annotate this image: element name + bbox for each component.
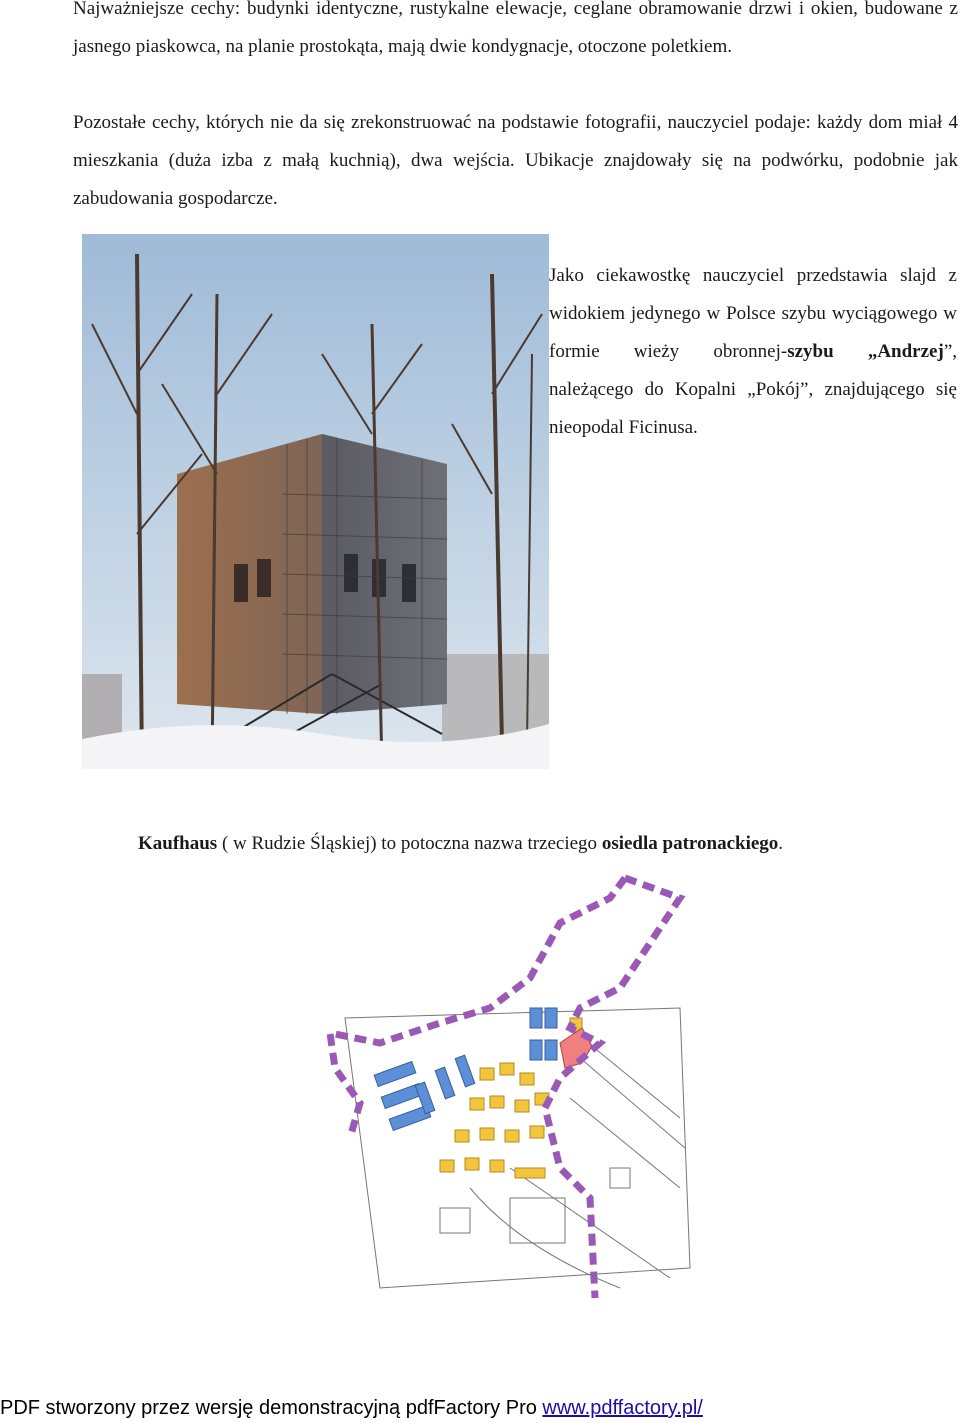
pdf-footer xyxy=(0,1394,960,1422)
caption-text-2: . xyxy=(778,833,784,854)
shaft-text-part-2: ”, należącego do Kopalni „Pokój”, znajdującego się nieopodal Ficinusa. xyxy=(549,341,957,438)
estate-map-illustration xyxy=(320,868,700,1313)
kaufhaus-caption xyxy=(138,829,938,859)
estate-bold: osiedla patronackiego xyxy=(601,833,779,854)
paragraph-other-features: Pozostałe cechy, których nie da się zrekonstruować na podstawie fotografii, nauczyciel podaje: każdy dom miał 4 mieszkania (duża izba z małą kuchnią), dwa wejścia. Ubikacje znajdowały się na podwórku, podobnie jak zabudowania gospodarcze. xyxy=(73,112,958,209)
footer-text: PDF stworzony przez wersję demonstracyjną pdfFactory Pro xyxy=(0,1397,543,1419)
caption-text-1: ( w Rudzie Śląskiej) to potoczna nazwa trzeciego xyxy=(217,833,602,854)
shaft-description xyxy=(549,257,957,447)
estate-map xyxy=(320,868,700,1313)
shaft-tower-illustration xyxy=(82,234,549,769)
kaufhaus-bold: Kaufhaus xyxy=(138,833,218,854)
shaft-text-part-1: Jako ciekawostkę nauczyciel przedstawia slajd z widokiem jedynego w Polsce szybu wyciągowego w formie wieży obronnej- xyxy=(549,265,957,362)
footer-link[interactable]: www.pdffactory.pl/ xyxy=(542,1397,703,1419)
shaft-name-bold: szybu „Andrzej xyxy=(787,341,944,362)
paragraph-features: Najważniejsze cechy: budynki identyczne, rustykalne elewacje, ceglane obramowanie drzwi i okien, budowane z jasnego piaskowca, na planie prostokąta, mają dwie kondygnacje, otoczone poletkiem. xyxy=(73,0,958,57)
shaft-tower-photo xyxy=(82,234,549,769)
